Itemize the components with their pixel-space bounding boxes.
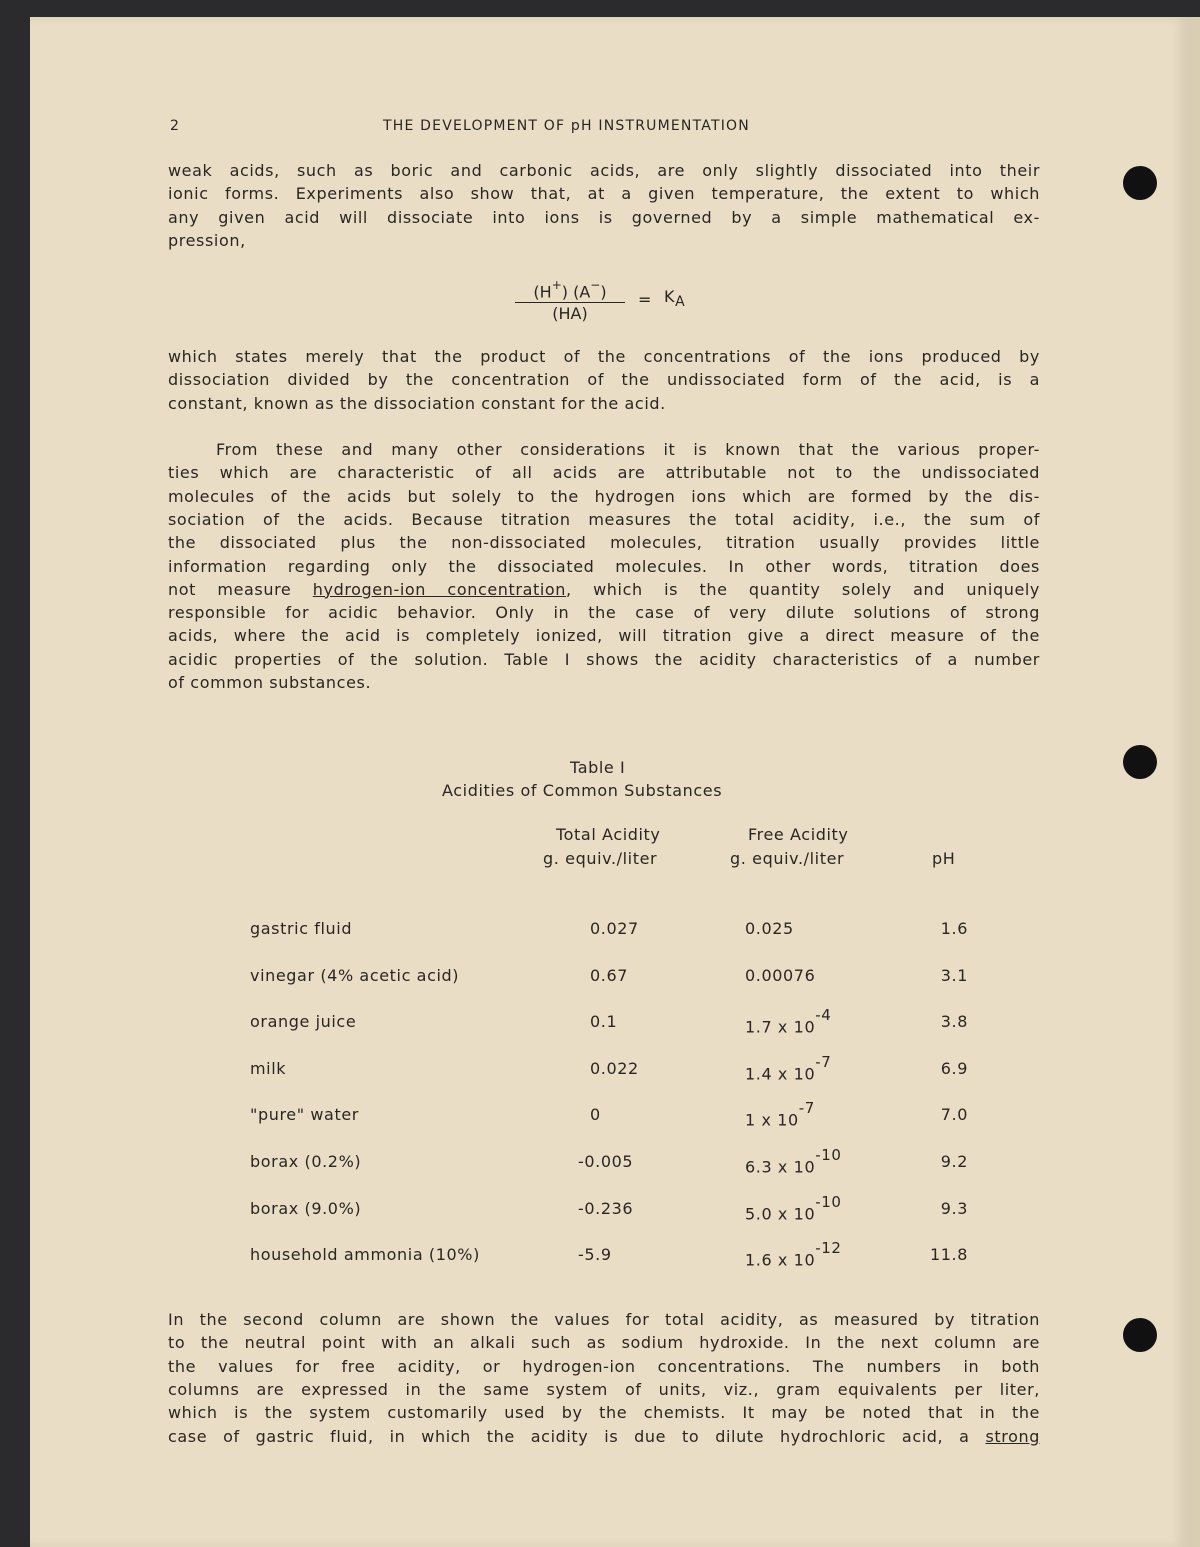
fraction-bar [515, 302, 625, 303]
cell-substance: borax (9.0%) [250, 1198, 362, 1218]
cell-total-acidity: -0.236 [578, 1198, 634, 1218]
text-line: to the neutral point with an alkali such as sodium hydroxide. In the next column are [168, 1333, 1040, 1353]
binder-hole [1123, 166, 1157, 200]
cell-substance: household ammonia (10%) [250, 1245, 480, 1265]
equation-denominator: (HA) [552, 304, 588, 323]
text-line: From these and many other considerations it is known that the various proper- [216, 440, 1040, 459]
text-line: acids, where the acid is completely ionized, will titration give a direct measure of the [168, 626, 1040, 646]
free-acidity-exponent: -7 [815, 1052, 832, 1071]
cell-free-acidity [745, 1099, 815, 1130]
text-segment: , which is the quantity solely and uniquely [566, 579, 1040, 599]
cell-total-acidity: 0.67 [590, 965, 629, 985]
free-acidity-exponent: -7 [798, 1099, 815, 1118]
cell-free-acidity [745, 919, 794, 938]
underlined-text: strong [985, 1426, 1040, 1446]
free-acidity-exponent: -12 [815, 1239, 842, 1258]
header-ph: pH [932, 849, 956, 868]
text-line: ties which are characteristic of all acids are attributable not to the undissociated [168, 463, 1040, 483]
cell-total-acidity: 0.022 [590, 1058, 639, 1078]
free-acidity-base: 6.3 x 10 [745, 1157, 816, 1177]
text-line: of common substances. [168, 673, 372, 692]
cell-ph: 7.0 [940, 1105, 968, 1125]
free-acidity-base: 1 x 10 [745, 1110, 799, 1130]
cell-ph: 9.3 [940, 1198, 968, 1218]
header-free-2: g. equiv./liter [730, 849, 845, 868]
table-caption: Table I [570, 758, 626, 777]
page-edge [1186, 17, 1200, 1547]
text-line: dissociation divided by the concentration of the undissociated form of the acid, is a [168, 370, 1040, 390]
cell-free-acidity [745, 1052, 832, 1084]
table-title: Acidities of Common Substances [442, 781, 723, 800]
header-total-1: Total Acidity [556, 825, 661, 844]
eq-k: K [664, 287, 676, 306]
text-line: responsible for acidic behavior. Only in the case of very dilute solutions of strong [168, 603, 1040, 623]
free-acidity-exponent: -10 [815, 1192, 842, 1211]
cell-free-acidity [745, 1192, 842, 1223]
text-line: acidic properties of the solution. Table I shows the acidity characteristics of a number [168, 649, 1040, 669]
cell-ph: 1.6 [940, 919, 968, 938]
cell-ph: 3.8 [940, 1012, 968, 1032]
cell-free-acidity [745, 1006, 832, 1037]
cell-substance: orange juice [250, 1012, 357, 1032]
free-acidity-exponent: -4 [815, 1006, 832, 1025]
text-line: ionic forms. Experiments also show that, at a given temperature, the extent to which [168, 184, 1040, 204]
cell-total-acidity: 0.027 [590, 919, 639, 938]
free-acidity-base: 1.4 x 10 [745, 1064, 816, 1084]
eq-end: ) [600, 282, 607, 302]
page-number: 2 [170, 118, 181, 134]
binder-hole [1123, 1318, 1157, 1352]
running-title: THE DEVELOPMENT OF pH INSTRUMENTATION [383, 118, 750, 134]
cell-substance: gastric fluid [250, 919, 353, 938]
text-line: the values for free acidity, or hydrogen-ion concentrations. The numbers in both [168, 1356, 1040, 1376]
header-total-2: g. equiv./liter [543, 849, 658, 868]
eq-k-sub: A [675, 294, 686, 311]
text-line: constant, known as the dissociation constant for the acid. [168, 393, 666, 413]
free-acidity-exponent: -10 [815, 1146, 842, 1164]
text-line: which is the system customarily used by the chemists. It may be noted that in the [168, 1403, 1040, 1423]
cell-ph: 6.9 [940, 1058, 968, 1078]
eq-a-sup: − [590, 278, 601, 292]
free-acidity-base: 0.00076 [745, 965, 816, 985]
cell-free-acidity [745, 966, 815, 985]
cell-ph: 3.1 [940, 965, 968, 985]
cell-ph: 9.2 [940, 1152, 968, 1171]
text-line [168, 580, 1040, 600]
cell-total-acidity: -0.005 [578, 1152, 634, 1171]
cell-substance: borax (0.2%) [250, 1152, 362, 1171]
eq-a: ) (A [561, 282, 591, 302]
text-line: any given acid will dissociate into ions is governed by a simple mathematical ex- [168, 207, 1040, 227]
eq-h-sup: + [551, 278, 562, 292]
text-line: which states merely that the product of the concentrations of the ions produced by [168, 347, 1040, 366]
text-line: pression, [168, 230, 246, 250]
text-line: sociation of the acids. Because titration measures the total acidity, i.e., the sum of [168, 509, 1040, 529]
text-line: information regarding only the dissociated molecules. In other words, titration does [168, 556, 1040, 576]
text-line: columns are expressed in the same system of units, viz., gram equivalents per liter, [168, 1379, 1040, 1399]
eq-h: (H [533, 282, 552, 302]
cell-ph: 11.8 [929, 1245, 968, 1265]
equation-equals: = [638, 290, 653, 309]
text-line: the dissociated plus the non-dissociated molecules, titration usually provides little [168, 533, 1040, 553]
text-line [168, 1427, 1040, 1447]
cell-substance: "pure" water [250, 1105, 359, 1125]
cell-substance: milk [250, 1058, 287, 1078]
binder-hole [1123, 745, 1157, 779]
free-acidity-base: 5.0 x 10 [745, 1203, 816, 1223]
cell-total-acidity: 0.1 [590, 1012, 618, 1032]
text-segment: case of gastric fluid, in which the acidity is due to dilute hydrochloric acid, a [168, 1426, 986, 1446]
free-acidity-base: 1.7 x 10 [745, 1017, 816, 1037]
equation-constant [664, 287, 685, 310]
header-free-1: Free Acidity [748, 825, 849, 844]
cell-free-acidity [745, 1239, 842, 1270]
text-line: weak acids, such as boric and carbonic acids, are only slightly dissociated into their [168, 161, 1040, 180]
text-line: molecules of the acids but solely to the hydrogen ions which are formed by the dis- [168, 486, 1040, 506]
free-acidity-base: 0.025 [745, 919, 794, 938]
equation-numerator [515, 280, 625, 301]
text-line: In the second column are shown the values for total acidity, as measured by titration [168, 1310, 1040, 1329]
text-segment: not measure [168, 579, 313, 599]
cell-total-acidity: -5.9 [578, 1245, 612, 1265]
cell-free-acidity [745, 1146, 842, 1177]
underlined-text: hydrogen-ion concentration [312, 579, 567, 599]
free-acidity-base: 1.6 x 10 [745, 1250, 816, 1270]
cell-total-acidity: 0 [590, 1105, 601, 1125]
cell-substance: vinegar (4% acetic acid) [250, 965, 460, 985]
